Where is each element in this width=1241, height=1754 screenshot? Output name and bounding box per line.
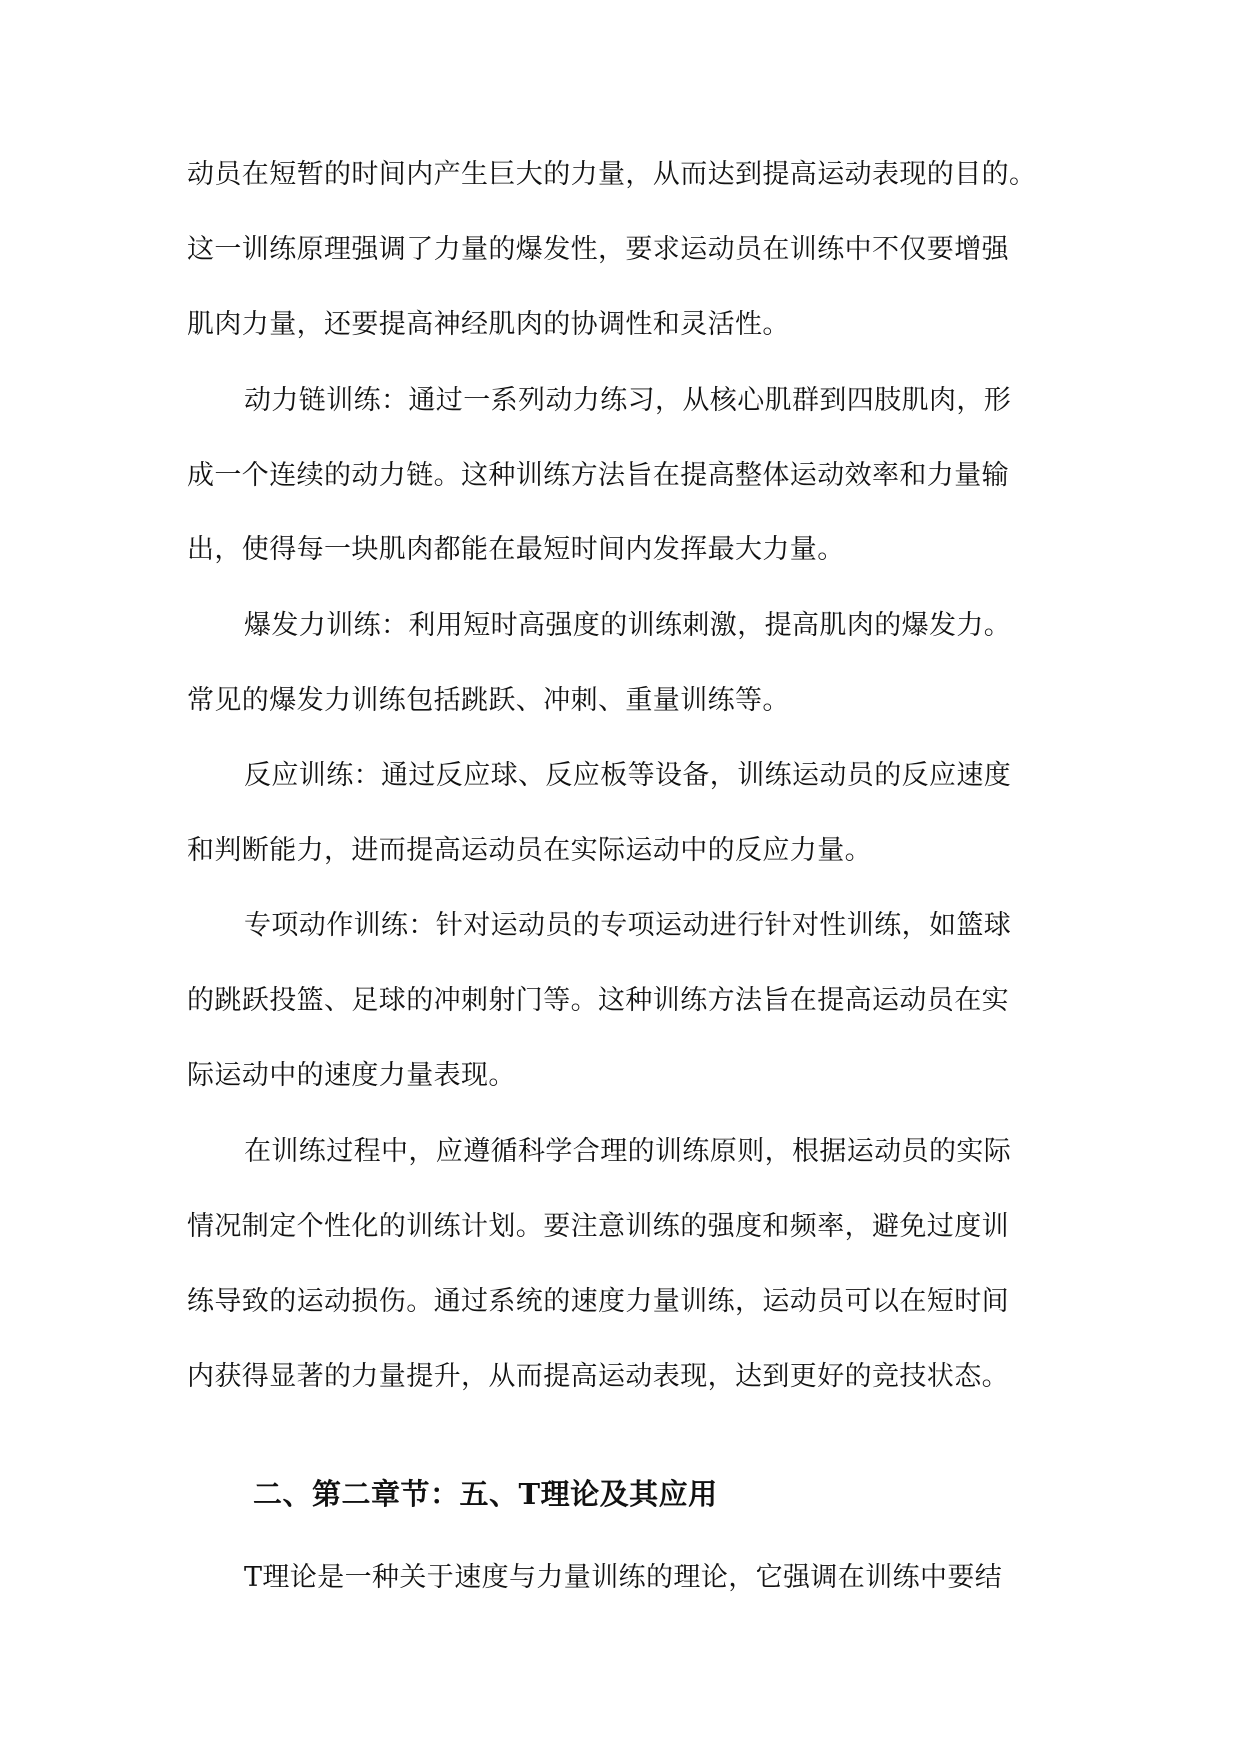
section-heading: 二、第二章节：五、T理论及其应用 <box>253 1477 718 1511</box>
body-text-line: 成一个连续的动力链。这种训练方法旨在提高整体运动效率和力量输 <box>187 460 1009 491</box>
paragraph-first-line: 反应训练：通过反应球、反应板等设备，训练运动员的反应速度 <box>244 760 1012 791</box>
paragraph-first-line: 爆发力训练：利用短时高强度的训练刺激，提高肌肉的爆发力。 <box>244 610 1012 641</box>
paragraph-first-line: 动力链训练：通过一系列动力练习，从核心肌群到四肢肌肉，形 <box>244 385 1012 416</box>
body-text-line: 的跳跃投篮、足球的冲刺射门等。这种训练方法旨在提高运动员在实 <box>187 985 1009 1016</box>
body-text-line: 常见的爆发力训练包括跳跃、冲刺、重量训练等。 <box>187 685 790 716</box>
paragraph-first-line: 在训练过程中，应遵循科学合理的训练原则，根据运动员的实际 <box>244 1136 1012 1167</box>
body-text-line: 内获得显著的力量提升，从而提高运动表现，达到更好的竞技状态。 <box>187 1361 1009 1392</box>
body-text-line: 动员在短暂的时间内产生巨大的力量，从而达到提高运动表现的目的。 <box>187 159 1037 190</box>
body-text-line: 际运动中的速度力量表现。 <box>187 1060 516 1091</box>
body-text-line: 练导致的运动损伤。通过系统的速度力量训练，运动员可以在短时间 <box>187 1286 1009 1317</box>
body-text-line: 这一训练原理强调了力量的爆发性，要求运动员在训练中不仅要增强 <box>187 234 1009 265</box>
body-text-line: 情况制定个性化的训练计划。要注意训练的强度和频率，避免过度训 <box>187 1211 1009 1242</box>
body-text-line: 肌肉力量，还要提高神经肌肉的协调性和灵活性。 <box>187 309 790 340</box>
paragraph-first-line: T理论是一种关于速度与力量训练的理论，它强调在训练中要结 <box>244 1562 1003 1593</box>
body-text-line: 出，使得每一块肌肉都能在最短时间内发挥最大力量。 <box>187 534 845 565</box>
paragraph-first-line: 专项动作训练：针对运动员的专项运动进行针对性训练，如篮球 <box>244 910 1012 941</box>
body-text-line: 和判断能力，进而提高运动员在实际运动中的反应力量。 <box>187 835 872 866</box>
